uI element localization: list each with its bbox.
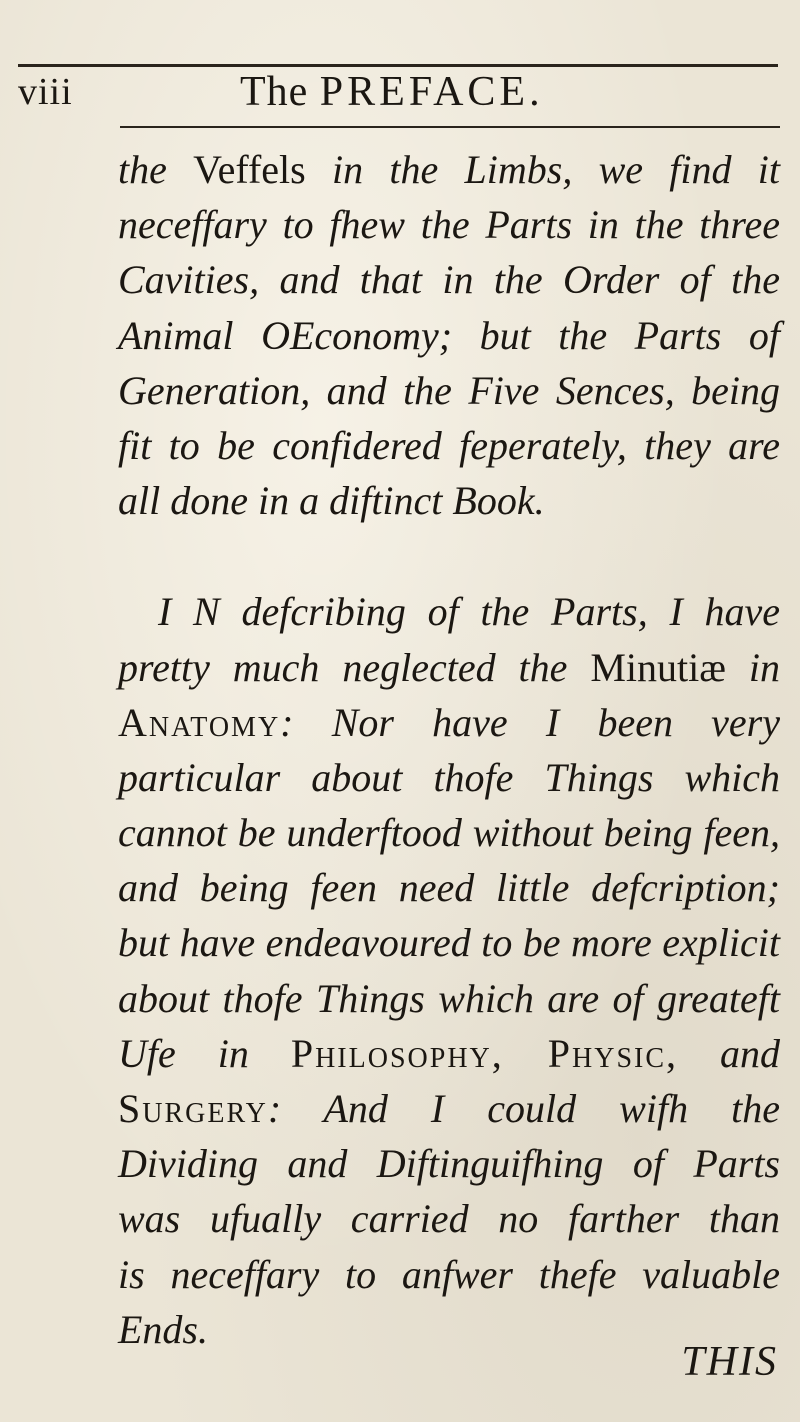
- running-head-preface: PREFACE.: [319, 69, 544, 115]
- running-head-the: The: [240, 69, 309, 115]
- text-line: but have endeavoured to be more explicit: [118, 920, 780, 966]
- text-line: Surgery: And I could wifh the: [118, 1086, 780, 1131]
- text-line: cannot be underftood without being feen,: [118, 810, 780, 856]
- text-line: was ufually carried no farther than: [118, 1196, 780, 1242]
- catchword: THIS: [681, 1339, 778, 1385]
- text-line: pretty much neglected the Minutiæ in: [118, 644, 781, 690]
- text-line: about thofe Things which are of greateft: [118, 975, 780, 1021]
- body-text: [118, 142, 780, 1357]
- text-line: particular about thofe Things which: [118, 754, 780, 800]
- page-number: viii: [18, 71, 73, 113]
- text-line: neceffary to fhew the Parts in the three: [118, 202, 780, 248]
- paragraph-gap: [118, 528, 780, 584]
- text-line: Dividing and Diftinguifhing of Parts: [118, 1141, 780, 1187]
- text-line: Cavities, and that in the Order of the: [118, 257, 780, 303]
- running-head: [240, 68, 544, 116]
- text-line: Animal OEconomy; but the Parts of: [118, 312, 780, 358]
- text-line: the Veffels in the Limbs, we find it: [118, 147, 781, 192]
- text-line: Anatomy: Nor have I been very: [118, 699, 780, 745]
- text-line: Ufe in Philosophy, Physic, and: [118, 1030, 780, 1076]
- text-line: Ends.: [118, 1306, 208, 1352]
- text-line: I N defcribing of the Parts, I have: [158, 589, 780, 635]
- text-line: fit to be confidered feperately, they are: [118, 422, 780, 468]
- text-line: is neceffary to anfwer thefe valuable: [118, 1251, 780, 1297]
- text-line: all done in a diftinct Book.: [118, 478, 545, 524]
- page-header: [0, 64, 800, 124]
- text-line: Generation, and the Five Sences, being: [118, 367, 780, 413]
- header-underline: [120, 126, 780, 128]
- text-line: and being feen need little defcription;: [118, 865, 780, 911]
